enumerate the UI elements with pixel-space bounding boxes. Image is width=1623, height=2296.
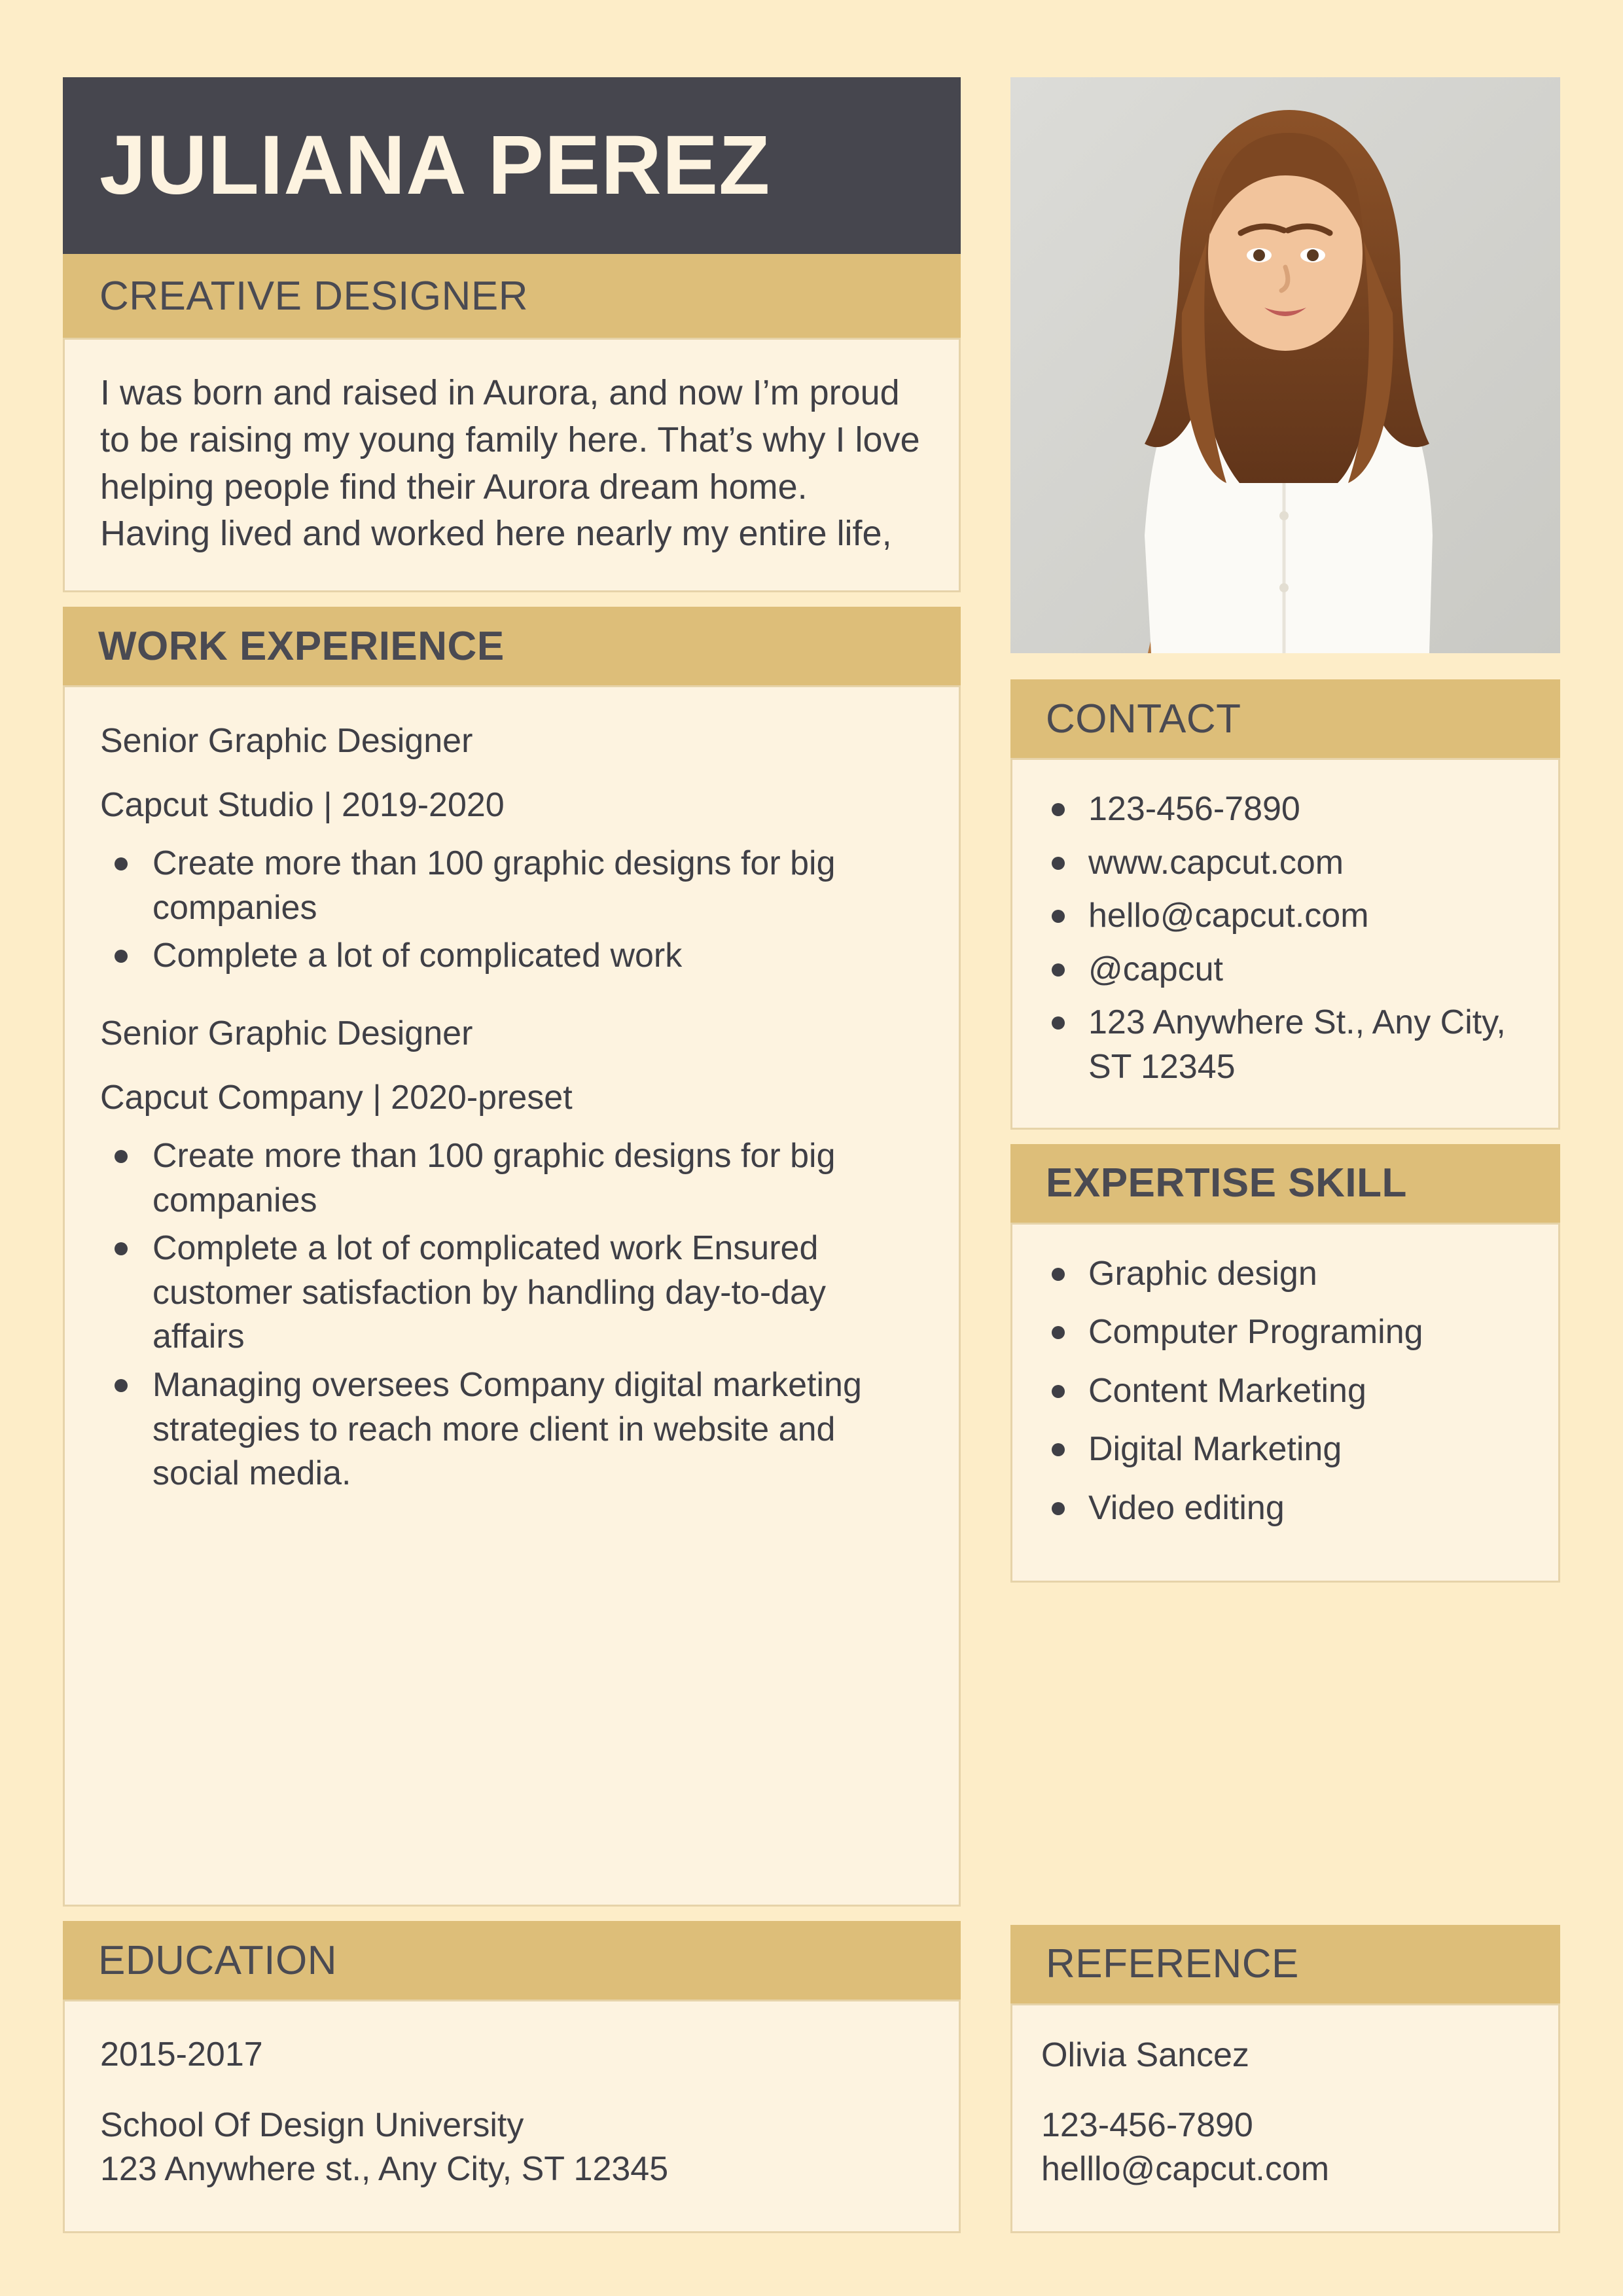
contact-heading	[1010, 679, 1560, 758]
list-item: Digital Marketing	[1039, 1427, 1532, 1472]
right-column	[1010, 77, 1560, 2233]
skills-heading	[1010, 1144, 1560, 1223]
education-years: 2015-2017	[100, 2036, 263, 2074]
role-banner	[63, 254, 961, 338]
spacer	[63, 592, 961, 607]
portrait-illustration	[1010, 77, 1560, 653]
name-banner	[63, 77, 961, 254]
reference-email: helllo@capcut.com	[1041, 2150, 1330, 2189]
list-item: Graphic design	[1039, 1252, 1532, 1297]
skills-panel	[1010, 1223, 1560, 1583]
education-heading	[63, 1921, 961, 2000]
list-item: 123-456-7890	[1039, 787, 1532, 832]
list-item: Video editing	[1039, 1486, 1532, 1531]
page-title: JULIANA PEREZ	[99, 118, 771, 212]
list-item: Content Marketing	[1039, 1369, 1532, 1414]
contact-list	[1039, 787, 1532, 1090]
role-text: CREATIVE DESIGNER	[99, 273, 529, 319]
job-entry	[100, 721, 923, 978]
job-title: Senior Graphic Designer	[100, 722, 473, 761]
job-meta: Capcut Company | 2020-preset	[100, 1079, 573, 1117]
reference-name: Olivia Sancez	[1041, 2036, 1249, 2074]
list-item: Complete a lot of complicated work	[100, 934, 923, 978]
contact-heading-label: CONTACT	[1046, 696, 1241, 742]
reference-phone: 123-456-7890	[1041, 2106, 1253, 2144]
skills-heading-label: EXPERTISE SKILL	[1046, 1160, 1407, 1206]
education-school: School Of Design University	[100, 2106, 524, 2144]
reference-heading-label: REFERENCE	[1046, 1941, 1299, 1987]
summary-panel	[63, 338, 961, 592]
job-meta: Capcut Studio | 2019-2020	[100, 786, 505, 825]
spacer	[63, 1907, 961, 1921]
list-item: www.capcut.com	[1039, 841, 1532, 886]
avatar	[1010, 77, 1560, 653]
work-experience-heading-label: WORK EXPERIENCE	[98, 623, 505, 669]
education-address: 123 Anywhere st., Any City, ST 12345	[100, 2150, 669, 2189]
job-bullets	[100, 842, 923, 978]
list-item: Create more than 100 graphic designs for big companies	[100, 1134, 923, 1223]
list-item: Computer Programing	[1039, 1310, 1532, 1355]
list-item: hello@capcut.com	[1039, 894, 1532, 939]
reference-panel	[1010, 2003, 1560, 2233]
summary-text: I was born and raised in Aurora, and now I’m proud to be raising my young family here. That’s why I love helping people find their Aurora dream home. Having lived and worked here nearly my entire life,	[100, 373, 920, 554]
spacer	[1010, 1130, 1560, 1144]
job-bullets	[100, 1134, 923, 1496]
list-item: Create more than 100 graphic designs for big companies	[100, 842, 923, 930]
list-item: 123 Anywhere St., Any City, ST 12345	[1039, 1001, 1532, 1089]
list-item: Complete a lot of complicated work Ensured customer satisfaction by handling day-to-day affairs	[100, 1227, 923, 1359]
spacer	[1010, 653, 1560, 679]
left-column	[63, 77, 961, 2233]
work-experience-heading	[63, 607, 961, 685]
skills-list	[1039, 1252, 1532, 1531]
work-experience-panel	[63, 685, 961, 1907]
list-item: Managing oversees Company digital marketing strategies to reach more client in website and social media.	[100, 1363, 923, 1496]
spacer	[1010, 1583, 1560, 1925]
education-heading-label: EDUCATION	[98, 1937, 338, 1983]
education-panel	[63, 2000, 961, 2233]
contact-panel	[1010, 758, 1560, 1130]
list-item: @capcut	[1039, 948, 1532, 992]
job-entry	[100, 1014, 923, 1496]
job-title: Senior Graphic Designer	[100, 1014, 473, 1053]
reference-heading	[1010, 1925, 1560, 2003]
